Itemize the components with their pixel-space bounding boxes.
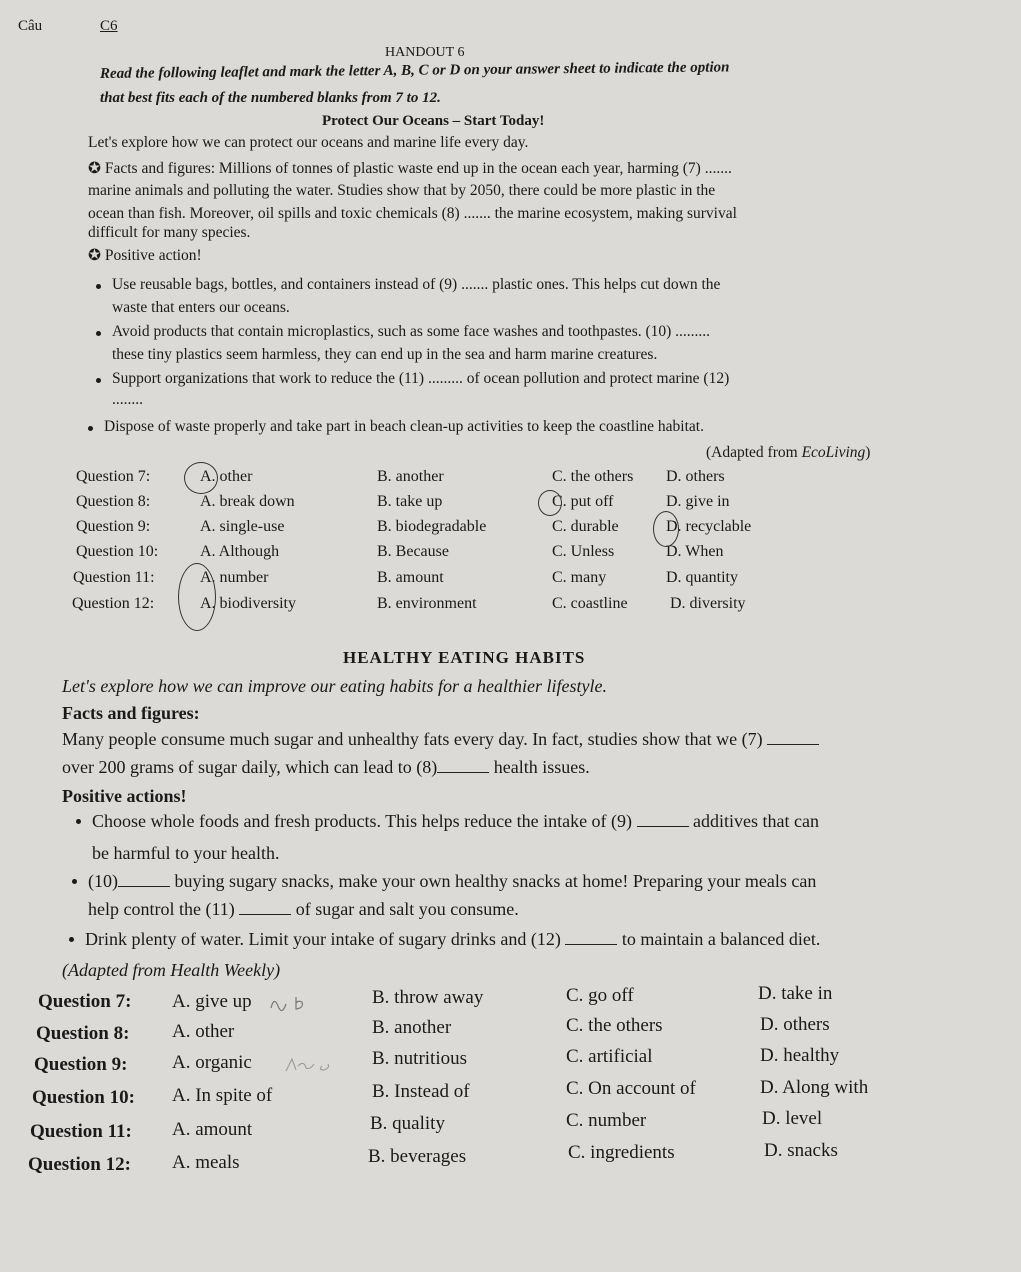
leaflet2-positive-heading: Positive actions! bbox=[62, 786, 187, 806]
leaflet2-facts-line-1: Many people consume much sugar and unhealthy fats every day. In fact, studies show that we (7) bbox=[62, 729, 819, 750]
l1-q12-option-a[interactable]: A. biodiversity bbox=[200, 595, 296, 612]
l1-q11-option-b[interactable]: B. amount bbox=[377, 569, 444, 586]
leaflet1-facts-line-4: difficult for many species. bbox=[88, 224, 251, 241]
l2-q10-option-a[interactable]: A. In spite of bbox=[172, 1085, 273, 1106]
l1-q9-label: Question 9: bbox=[76, 518, 151, 535]
l1-q11-label: Question 11: bbox=[73, 569, 155, 586]
l2-q12-option-d[interactable]: D. snacks bbox=[764, 1140, 838, 1161]
answer-mark-circle bbox=[184, 462, 218, 494]
leaflet1-facts-line-2: marine animals and polluting the water. Studies show that by 2050, there could be more plastic in the bbox=[88, 182, 716, 199]
l2-q12-option-b[interactable]: B. beverages bbox=[368, 1146, 467, 1167]
cau-label: Câu bbox=[18, 18, 43, 34]
pencil-scribble-icon bbox=[284, 1056, 344, 1076]
l1-q7-option-c[interactable]: C. the others bbox=[552, 468, 634, 485]
l1-q10-option-b[interactable]: B. Because bbox=[377, 543, 449, 560]
l2-q8-label: Question 8: bbox=[36, 1023, 130, 1044]
l1-q12-option-d[interactable]: D. diversity bbox=[670, 595, 746, 612]
l2-q10-option-b[interactable]: B. Instead of bbox=[372, 1081, 470, 1102]
leaflet2-bullet-2-line-1: (10) buying sugary snacks, make your own healthy snacks at home! Preparing your meals can bbox=[88, 871, 817, 891]
leaflet2-bullet-3: Drink plenty of water. Limit your intake of sugary drinks and (12) to maintain a balanced diet. bbox=[85, 929, 821, 949]
l2-q8-option-c[interactable]: C. the others bbox=[566, 1015, 663, 1036]
l2-q11-option-b[interactable]: B. quality bbox=[370, 1113, 445, 1134]
l1-q9-option-a[interactable]: A. single-use bbox=[200, 518, 285, 535]
l2-q11-option-d[interactable]: D. level bbox=[762, 1108, 823, 1129]
l2-q7-option-c[interactable]: C. go off bbox=[566, 985, 634, 1006]
leaflet1-bullet-3-line-2: ........ bbox=[112, 391, 143, 408]
l1-q11-option-c[interactable]: C. many bbox=[552, 569, 607, 586]
l1-q8-option-a[interactable]: A. break down bbox=[200, 493, 295, 510]
l1-q10-option-d[interactable]: D. When bbox=[666, 543, 724, 560]
l1-q8-option-b[interactable]: B. take up bbox=[377, 493, 443, 510]
l2-q8-option-a[interactable]: A. other bbox=[172, 1021, 235, 1042]
leaflet1-bullet-2-line-2: these tiny plastics seem harmless, they can end up in the sea and harm marine creatures. bbox=[112, 346, 658, 363]
l1-q8-option-c[interactable]: C. put off bbox=[552, 493, 614, 510]
answer-mark-circle bbox=[653, 511, 679, 547]
l1-q8-label: Question 8: bbox=[76, 493, 151, 510]
leaflet1-facts-line-3: ocean than fish. Moreover, oil spills and toxic chemicals (8) ....... the marine ecosystem, making survival bbox=[88, 205, 737, 222]
leaflet2-facts-heading: Facts and figures: bbox=[62, 703, 200, 723]
instruction-line-2: that best fits each of the numbered blanks from 7 to 12. bbox=[100, 90, 441, 106]
l1-q7-option-d[interactable]: D. others bbox=[666, 468, 725, 485]
l2-q11-option-c[interactable]: C. number bbox=[566, 1110, 647, 1131]
leaflet1-positive-heading: ✪ Positive action! bbox=[88, 247, 202, 264]
l2-q9-option-d[interactable]: D. healthy bbox=[760, 1045, 840, 1066]
l2-q11-option-a[interactable]: A. amount bbox=[172, 1119, 253, 1140]
l2-q9-option-b[interactable]: B. nutritious bbox=[372, 1048, 468, 1069]
leaflet2-intro: Let's explore how we can improve our eating habits for a healthier lifestyle. bbox=[62, 676, 607, 696]
leaflet1-facts-line-1: ✪ Facts and figures: Millions of tonnes of plastic waste end up in the ocean each year, harming (7) ....... bbox=[88, 160, 732, 177]
leaflet2-facts-line-2: over 200 grams of sugar daily, which can lead to (8) health issues. bbox=[62, 757, 590, 777]
leaflet2-title: HEALTHY EATING HABITS bbox=[343, 648, 586, 667]
l2-q12-option-c[interactable]: C. ingredients bbox=[568, 1142, 675, 1163]
instruction-line-1: Read the following leaflet and mark the letter A, B, C or D on your answer sheet to indicate the option bbox=[99, 59, 730, 82]
l2-q8-option-d[interactable]: D. others bbox=[760, 1014, 830, 1035]
l1-q9-option-d[interactable]: D. recyclable bbox=[666, 518, 752, 535]
l2-q11-label: Question 11: bbox=[30, 1121, 132, 1142]
c6-label: C6 bbox=[100, 18, 118, 34]
leaflet1-bullet-1-line-1: Use reusable bags, bottles, and containers instead of (9) ....... plastic ones. This helps cut down the bbox=[112, 276, 721, 293]
answer-mark-circle bbox=[178, 563, 216, 631]
l2-q8-option-b[interactable]: B. another bbox=[372, 1017, 452, 1038]
leaflet2-bullet-1-line-2: be harmful to your health. bbox=[92, 843, 280, 863]
l1-q9-option-b[interactable]: B. biodegradable bbox=[377, 518, 487, 535]
l2-q10-label: Question 10: bbox=[32, 1087, 135, 1108]
l1-q7-label: Question 7: bbox=[76, 468, 151, 485]
l2-q7-label: Question 7: bbox=[38, 991, 132, 1012]
leaflet2-bullet-2-line-2: help control the (11) of sugar and salt you consume. bbox=[88, 899, 519, 919]
l2-q7-option-a[interactable]: A. give up bbox=[172, 991, 252, 1012]
l1-q12-option-b[interactable]: B. environment bbox=[377, 595, 477, 612]
l2-q12-option-a[interactable]: A. meals bbox=[172, 1152, 240, 1173]
l2-q10-option-d[interactable]: D. Along with bbox=[760, 1077, 869, 1098]
l2-q12-label: Question 12: bbox=[28, 1154, 131, 1175]
l1-q7-option-b[interactable]: B. another bbox=[377, 468, 444, 485]
leaflet1-bullet-3-line-1: Support organizations that work to reduce the (11) ......... of ocean pollution and protect marine (12) bbox=[112, 370, 730, 387]
handout-title: HANDOUT 6 bbox=[385, 45, 465, 60]
l2-q7-option-b[interactable]: B. throw away bbox=[372, 987, 484, 1008]
leaflet1-source: (Adapted from EcoLiving) bbox=[706, 444, 871, 461]
l1-q12-label: Question 12: bbox=[72, 595, 155, 612]
l1-q8-option-d[interactable]: D. give in bbox=[666, 493, 730, 510]
l1-q10-option-c[interactable]: C. Unless bbox=[552, 543, 615, 560]
l1-q10-label: Question 10: bbox=[76, 543, 159, 560]
l1-q11-option-a[interactable]: A. number bbox=[200, 569, 269, 586]
l2-q9-label: Question 9: bbox=[34, 1054, 128, 1075]
leaflet1-bullet-4: Dispose of waste properly and take part in beach clean-up activities to keep the coastline habitat. bbox=[104, 418, 704, 435]
l2-q9-option-a[interactable]: A. organic bbox=[172, 1052, 252, 1073]
l2-q9-option-c[interactable]: C. artificial bbox=[566, 1046, 653, 1067]
l2-q7-option-d[interactable]: D. take in bbox=[758, 983, 833, 1004]
leaflet1-bullet-2-line-1: Avoid products that contain microplastics, such as some face washes and toothpastes. (10) ......... bbox=[112, 323, 711, 340]
l1-q11-option-d[interactable]: D. quantity bbox=[666, 569, 738, 586]
leaflet1-title: Protect Our Oceans – Start Today! bbox=[322, 113, 545, 129]
pencil-scribble-icon bbox=[268, 994, 328, 1014]
l1-q10-option-a[interactable]: A. Although bbox=[200, 543, 280, 560]
leaflet1-bullet-1-line-2: waste that enters our oceans. bbox=[112, 299, 290, 316]
l1-q12-option-c[interactable]: C. coastline bbox=[552, 595, 628, 612]
answer-mark-circle bbox=[538, 490, 562, 516]
leaflet2-source: (Adapted from Health Weekly) bbox=[62, 960, 281, 980]
l1-q9-option-c[interactable]: C. durable bbox=[552, 518, 619, 535]
l1-q7-option-a[interactable]: A. other bbox=[200, 468, 253, 485]
leaflet2-bullet-1-line-1: Choose whole foods and fresh products. This helps reduce the intake of (9) additives that can bbox=[92, 811, 820, 831]
l2-q10-option-c[interactable]: C. On account of bbox=[566, 1078, 696, 1099]
leaflet1-intro: Let's explore how we can protect our oceans and marine life every day. bbox=[88, 134, 529, 151]
